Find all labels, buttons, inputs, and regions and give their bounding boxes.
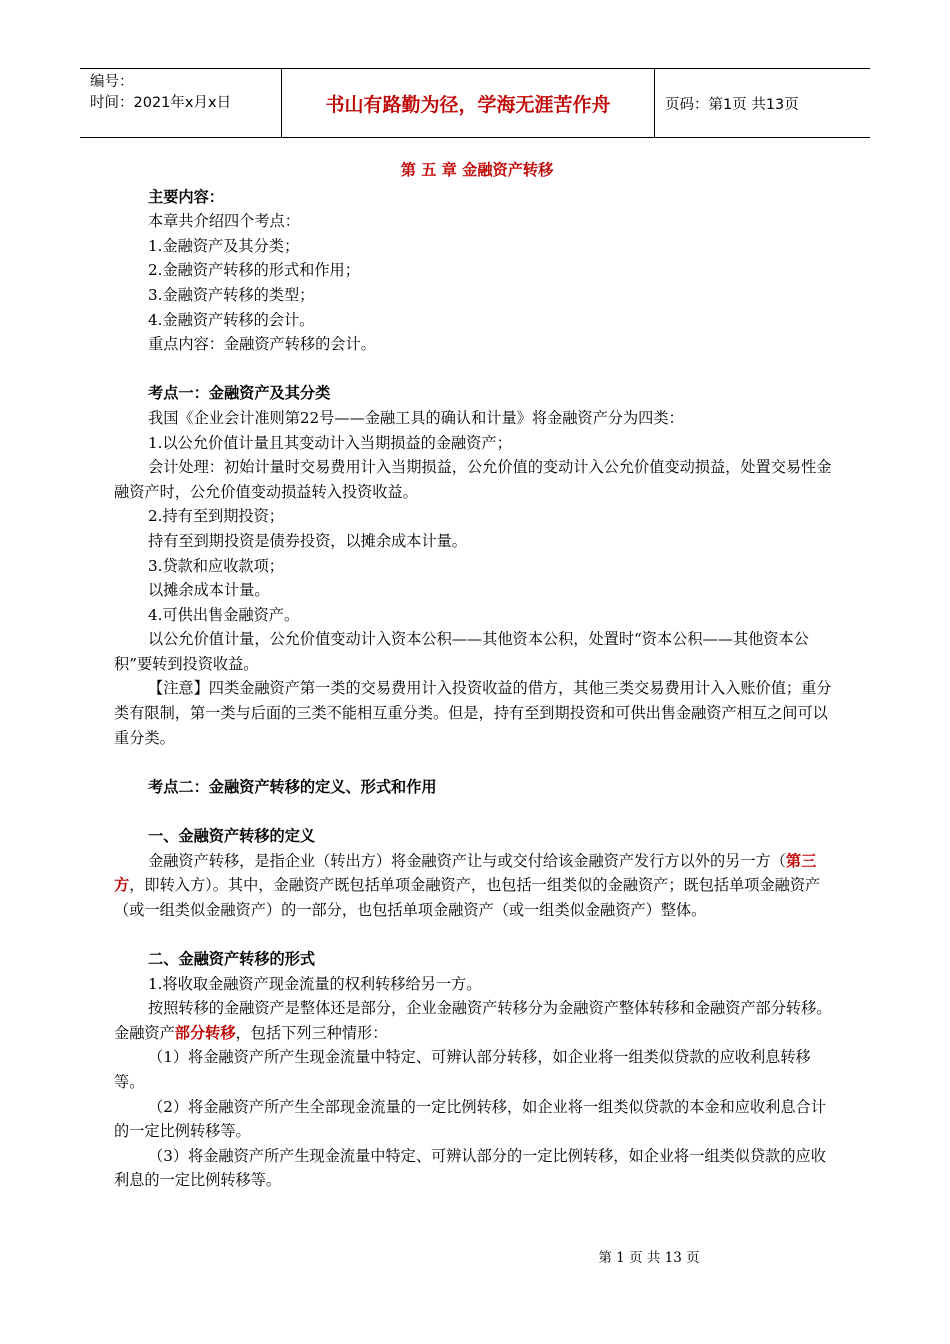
main-content-intro: 本章共介绍四个考点： [148, 212, 300, 231]
footer-page-number: 第 1 页 共 13 页 [598, 1250, 700, 1266]
list-item: 3.金融资产转移的类型； [148, 285, 315, 304]
page-header [80, 68, 870, 138]
date-label: 时间：2021年x月x日 [90, 95, 232, 111]
main-content-heading: 主要内容： [148, 187, 224, 206]
paragraph: 以摊余成本计量。 [148, 581, 270, 600]
paragraph: （2）将金融资产所产生全部现金流量的一定比例转移，如企业将一组类似贷款的本金和应收利息合计的一定比例转移等。 [114, 1097, 826, 1141]
paragraph: 我国《企业会计准则第22号——金融工具的确认和计量》将金融资产分为四类： [148, 408, 684, 427]
section1-heading: 一、金融资产转移的定义 [148, 827, 316, 846]
paragraph [114, 849, 840, 923]
text-run: ，即转入方）。其中，金融资产既包括单项金融资产，也包括一组类似的金融资产；既包括单项金融资产（或一组类似金融资产）的一部分，也包括单项金融资产（或一组类似金融资产）整体。 [114, 876, 821, 919]
header-motto: 书山有路勤为径，学海无涯苦作舟 [282, 69, 655, 137]
list-item: 2.金融资产转移的形式和作用； [148, 261, 360, 280]
page-footer [0, 1246, 950, 1266]
header-page-info: 页码：第1页 共13页 [665, 96, 799, 113]
text-run: 按照转移的金融资产是整体还是部分，企业金融资产转移分为金融资产整体转移和金融资产部分转移。金融资产 [114, 999, 832, 1042]
paragraph [114, 996, 840, 1045]
paragraph: 3.贷款和应收款项； [148, 556, 284, 575]
paragraph: （1）将金融资产所产生现金流量中特定、可辨认部分转移，如企业将一组类似贷款的应收利息转移等。 [114, 1048, 811, 1091]
paragraph: 以公允价值计量，公允价值变动计入资本公积——其他资本公积，处置时“资本公积——其他资本公积”要转到投资收益。 [114, 630, 809, 673]
note-text: 四类金融资产第一类的交易费用计入投资收益的借方，其他三类交易费用计入入账价值；重分类有限制，第一类与后面的三类不能相互重分类。但是，持有至到期投资和可供出售金融资产相互之间可以重分类。 [114, 679, 832, 747]
text-run: ，包括下列三种情形： [235, 1023, 388, 1042]
header-left-cell [80, 69, 282, 137]
section2-heading: 二、金融资产转移的形式 [148, 950, 316, 968]
paragraph: 持有至到期投资是债券投资，以摊余成本计量。 [148, 531, 467, 550]
paragraph: （3）将金融资产所产生现金流量中特定、可辨认部分的一定比例转移，如企业将一组类似贷款的应收利息的一定比例转移等。 [114, 1146, 826, 1190]
paragraph: 1.以公允价值计量且其变动计入当期损益的金融资产； [148, 433, 512, 452]
point2-heading: 考点二：金融资产转移的定义、形式和作用 [148, 777, 437, 796]
note-paragraph [114, 676, 840, 750]
chapter-title: 第 五 章 金融资产转移 [400, 161, 554, 179]
paragraph: 1.将收取金融资产现金流量的权利转移给另一方。 [148, 974, 482, 993]
highlight-text: 部分转移 [174, 1023, 236, 1042]
paragraph: 2.持有至到期投资； [148, 507, 284, 526]
text-run: 金融资产转移，是指企业（转出方）将金融资产让与或交付给该金融资产发行方以外的另一方（ [148, 851, 786, 870]
paragraph: 会计处理：初始计量时交易费用计入当期损益，公允价值的变动计入公允价值变动损益，处置交易性金融资产时，公允价值变动损益转入投资收益。 [114, 458, 832, 501]
focus-content: 重点内容：金融资产转移的会计。 [148, 335, 376, 354]
list-item: 4.金融资产转移的会计。 [148, 310, 315, 329]
note-label: 【注意】 [148, 679, 209, 698]
document-body [114, 158, 840, 1193]
point1-heading: 考点一：金融资产及其分类 [148, 384, 331, 403]
number-label: 编号： [90, 74, 134, 90]
paragraph: 4.可供出售金融资产。 [148, 605, 300, 624]
highlight-text: 第三方 [114, 851, 817, 895]
list-item: 1.金融资产及其分类； [148, 236, 300, 255]
